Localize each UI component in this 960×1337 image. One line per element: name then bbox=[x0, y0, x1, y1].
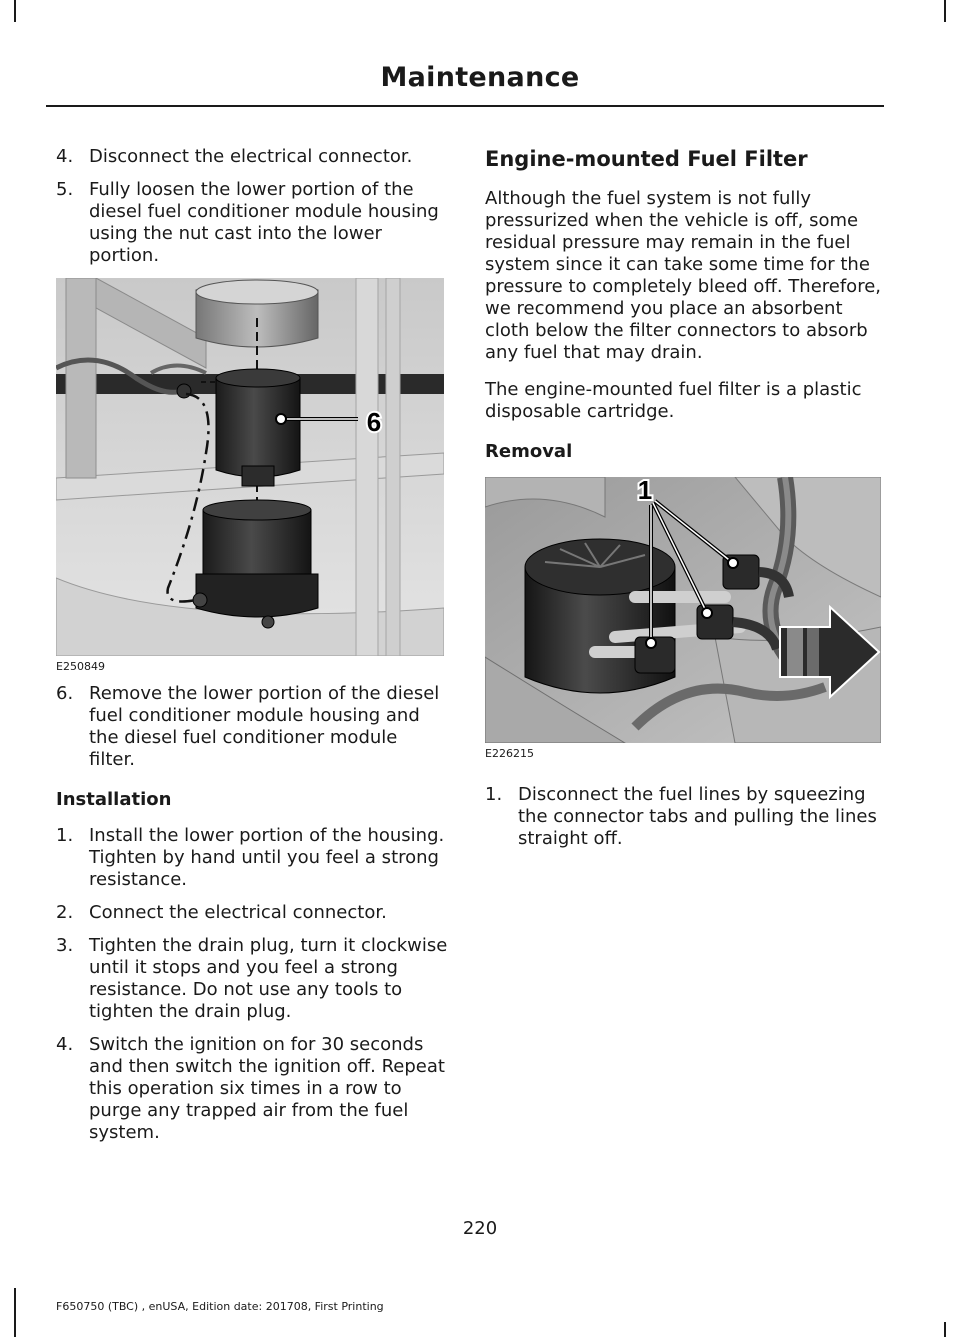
step-item bbox=[56, 1034, 448, 1144]
paragraph-cartridge: The engine-mounted fuel filter is a plastic disposable cartridge. bbox=[485, 379, 862, 422]
page-number: 220 bbox=[462, 1218, 498, 1239]
step-item bbox=[56, 825, 448, 891]
step-item bbox=[485, 784, 883, 850]
step-item bbox=[56, 935, 448, 1023]
step-item bbox=[56, 683, 448, 771]
step-text: Disconnect the fuel lines by squeezing the connector tabs and pulling the lines straight off. bbox=[518, 784, 877, 849]
figure-callout-6: 6 bbox=[366, 407, 382, 437]
figure-engine-fuel-filter bbox=[485, 477, 883, 760]
step-text: Connect the electrical connector. bbox=[89, 902, 387, 923]
steps-list-engine-filter-removal bbox=[485, 784, 883, 850]
engine-fuel-filter-illustration bbox=[485, 477, 881, 743]
step-text: Switch the ignition on for 30 seconds and then switch the ignition off. Repeat this operation six times in a row to purge any trapped air from the fuel system. bbox=[89, 1034, 445, 1143]
right-column bbox=[485, 146, 883, 861]
steps-list-installation bbox=[56, 825, 448, 1144]
header-rule bbox=[46, 105, 884, 107]
step-text: Install the lower portion of the housing. Tighten by hand until you feel a strong resistance. bbox=[89, 825, 445, 890]
step-number: 3. bbox=[56, 935, 74, 956]
step-number: 4. bbox=[56, 1034, 74, 1055]
figure-callout-1: 1 bbox=[637, 477, 653, 505]
page-title: Maintenance bbox=[380, 62, 580, 93]
step-number: 1. bbox=[56, 825, 74, 846]
step-number: 6. bbox=[56, 683, 74, 704]
crop-mark-bottom-right bbox=[944, 1322, 946, 1337]
step-item bbox=[56, 902, 448, 924]
installation-heading: Installation bbox=[56, 789, 172, 810]
crop-mark-bottom-left bbox=[14, 1288, 16, 1337]
step-text: Remove the lower portion of the diesel fuel conditioner module housing and the diesel fuel conditioner module filter. bbox=[89, 683, 440, 770]
step-text: Tighten the drain plug, turn it clockwise until it stops and you feel a strong resistance. Do not use any tools to tighten the drain plug. bbox=[89, 935, 448, 1022]
steps-list-removal-b bbox=[56, 683, 448, 771]
figure-code: E226215 bbox=[485, 747, 534, 760]
step-number: 4. bbox=[56, 146, 74, 167]
paragraph-residual-pressure: Although the fuel system is not fully pressurized when the vehicle is off, some residual pressure may remain in the fuel system since it can take some time for the pressure to completely bleed off. Therefore, we recommend you place an absorbent cloth below the filter connectors to absorb any fuel that may drain. bbox=[485, 188, 881, 363]
fuel-conditioner-illustration bbox=[56, 278, 444, 656]
crop-mark-top-left bbox=[14, 0, 16, 22]
step-text: Disconnect the electrical connector. bbox=[89, 146, 413, 167]
section-title: Engine-mounted Fuel Filter bbox=[485, 147, 808, 171]
step-item bbox=[56, 146, 448, 168]
step-number: 2. bbox=[56, 902, 74, 923]
step-text: Fully loosen the lower portion of the diesel fuel conditioner module housing using the nut cast into the lower portion. bbox=[89, 179, 439, 266]
figure-code: E250849 bbox=[56, 660, 105, 673]
crop-mark-top-right bbox=[944, 0, 946, 22]
step-number: 5. bbox=[56, 179, 74, 200]
step-number: 1. bbox=[485, 784, 503, 805]
removal-heading: Removal bbox=[485, 441, 573, 462]
step-item bbox=[56, 179, 448, 267]
steps-list-removal-a bbox=[56, 146, 448, 267]
figure-fuel-conditioner-housing bbox=[56, 278, 448, 673]
footer-edition-text: F650750 (TBC) , enUSA, Edition date: 201708, First Printing bbox=[56, 1300, 384, 1313]
left-column bbox=[56, 146, 448, 1155]
